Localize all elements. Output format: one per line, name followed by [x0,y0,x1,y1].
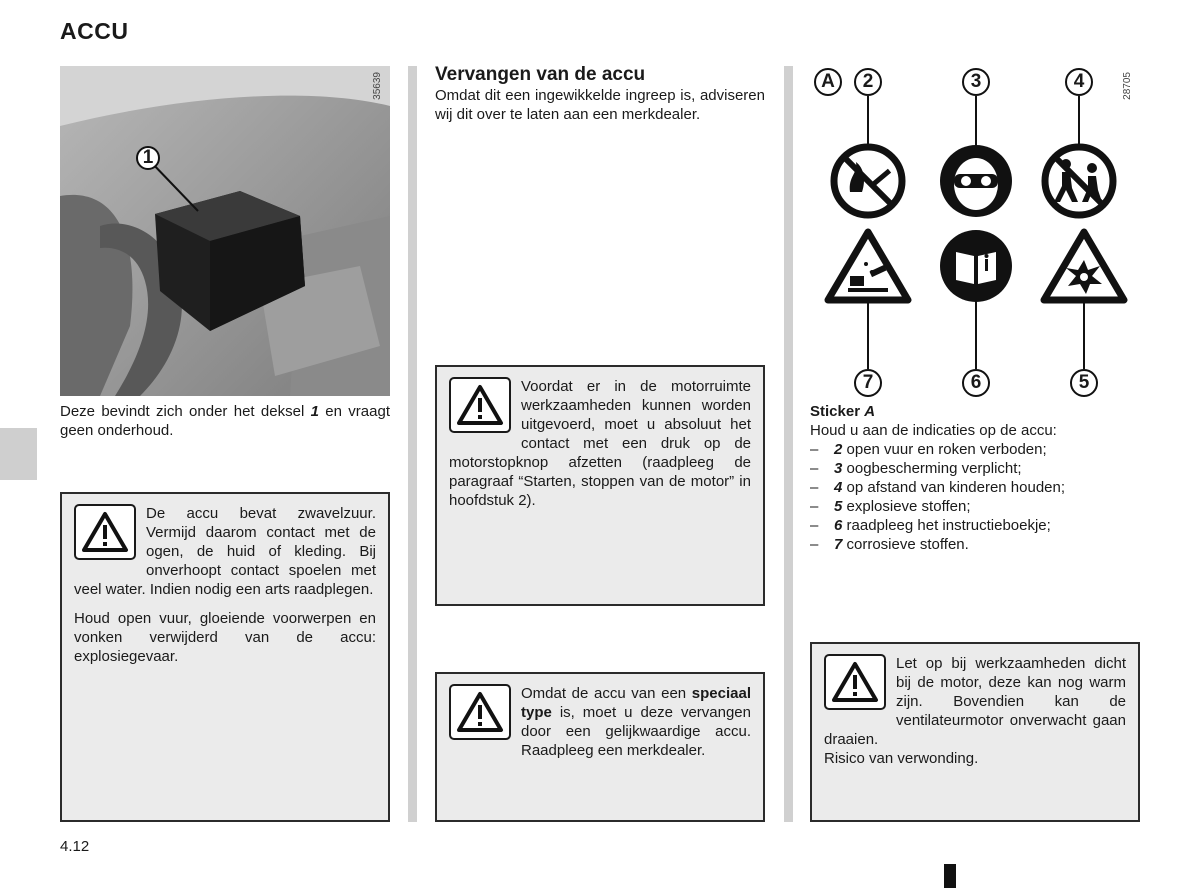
warning-triangle-icon [824,654,886,710]
acid-warning-text: De accu bevat zwavelzuur. Vermijd daarom contact met de ogen, de huid of kleding. Bij onverhoopt contact spoelen met veel water. Indien nodig een arts raadplegen. [74,505,376,598]
sticker-title-text: Sticker [810,403,865,420]
column-divider-right [784,66,793,822]
list-item [810,478,1140,497]
list-item-number: 7 [834,536,843,553]
symbol-number-6: 6 [962,369,990,397]
symbol-number-5: 5 [1070,369,1098,397]
list-item-text: open vuur en roken verboden; [842,441,1047,458]
list-item-text: corrosieve stoffen. [842,536,969,553]
fire-warning-text: Houd open vuur, gloeiende voorwerpen en vonken verwijderd van de accu: explosiegevaar. [74,610,376,665]
sticker-indications-list [810,440,1140,554]
column-divider-left [408,66,417,822]
no-fire-no-smoking-icon [834,147,902,215]
acid-warning-box [60,492,390,822]
list-dash: – [810,498,819,515]
sticker-intro: Houd u aan de indicaties op de accu: [810,422,1057,439]
page-title: ACCU [60,18,129,44]
explosive-icon [1044,232,1124,300]
list-dash: – [810,441,819,458]
photo-reference-number: 35639 [372,72,383,100]
warning-triangle-icon [74,504,136,560]
engine-bay-photo [60,66,390,396]
caption-text-before: Deze bevindt zich onder het deksel [60,403,311,420]
replace-battery-intro: Omdat dit een ingewikkelde ingreep is, adviseren wij dit over te laten aan een merkdealer. [435,87,765,123]
caption-text-after: en vraagt geen onderhoud. [60,403,390,439]
symbol-number-2: 2 [854,68,882,96]
sticker-title-letter: A [864,403,876,420]
keep-away-children-icon [1045,147,1113,215]
list-item-number: 3 [834,460,843,477]
list-item [810,497,1140,516]
warning-triangle-icon [449,377,511,433]
symbol-number-4: 4 [1065,68,1093,96]
engine-stop-warning-box [435,365,765,606]
injury-risk-text: Risico van verwonding. [824,750,979,767]
figure-reference-number: 28705 [1122,72,1133,100]
replace-battery-heading: Vervangen van de accu [435,64,646,85]
list-item-number: 5 [834,498,843,515]
caption-callout-number: 1 [310,403,319,420]
list-item-text: raadpleeg het instructieboekje; [842,517,1051,534]
callout-1: 1 [136,146,160,170]
sticker-title [810,402,1140,421]
symbol-number-3: 3 [962,68,990,96]
list-item-number: 2 [834,441,843,458]
page-number: 4.12 [60,838,90,855]
symbol-number-7: 7 [854,369,882,397]
warning-triangle-icon [449,684,511,740]
sticker-figure [810,64,1140,400]
list-dash: – [810,517,819,534]
sticker-label-a: A [814,68,842,96]
list-dash: – [810,479,819,496]
engine-stop-warning-text: Voordat er in de motorruimte werkzaamheden kunnen worden uitgevoerd, moet u absoluut het contact met een druk op de motorstopknop afzetten (raadpleeg de paragraaf “Starten, stoppen van de motor” in hoofdstuk 2). [449,378,751,509]
special-battery-warning-box [435,672,765,822]
list-item-text: oogbescherming verplicht; [842,460,1022,477]
list-dash: – [810,536,819,553]
list-item [810,440,1140,459]
list-item-number: 4 [834,479,843,496]
list-item-text: op afstand van kinderen houden; [842,479,1066,496]
hot-engine-warning-box [810,642,1140,822]
edge-marker [944,864,956,888]
chapter-tab [0,428,37,480]
special-text-after: is, moet u deze vervangen door een gelijkwaardige accu. Raadpleeg een merkdealer. [521,704,751,759]
special-text-before: Omdat de accu van een [521,685,692,702]
read-manual-icon [940,230,1012,302]
list-item [810,516,1140,535]
list-item-text: explosieve stoffen; [842,498,971,515]
special-text-bold: speciaal type [521,685,751,721]
list-item [810,459,1140,478]
list-item [810,535,1140,554]
list-item-number: 6 [834,517,843,534]
corrosive-icon [828,232,908,300]
battery-location-caption [60,402,390,440]
list-dash: – [810,460,819,477]
hot-engine-warning-text: Let op bij werkzaamheden dicht bij de motor, deze kan nog warm zijn. Bovendien kan de ventilateurmotor onverwacht gaan draaien. [824,655,1126,748]
eye-protection-icon [940,145,1012,217]
sticker-symbols-drawing [810,64,1140,400]
